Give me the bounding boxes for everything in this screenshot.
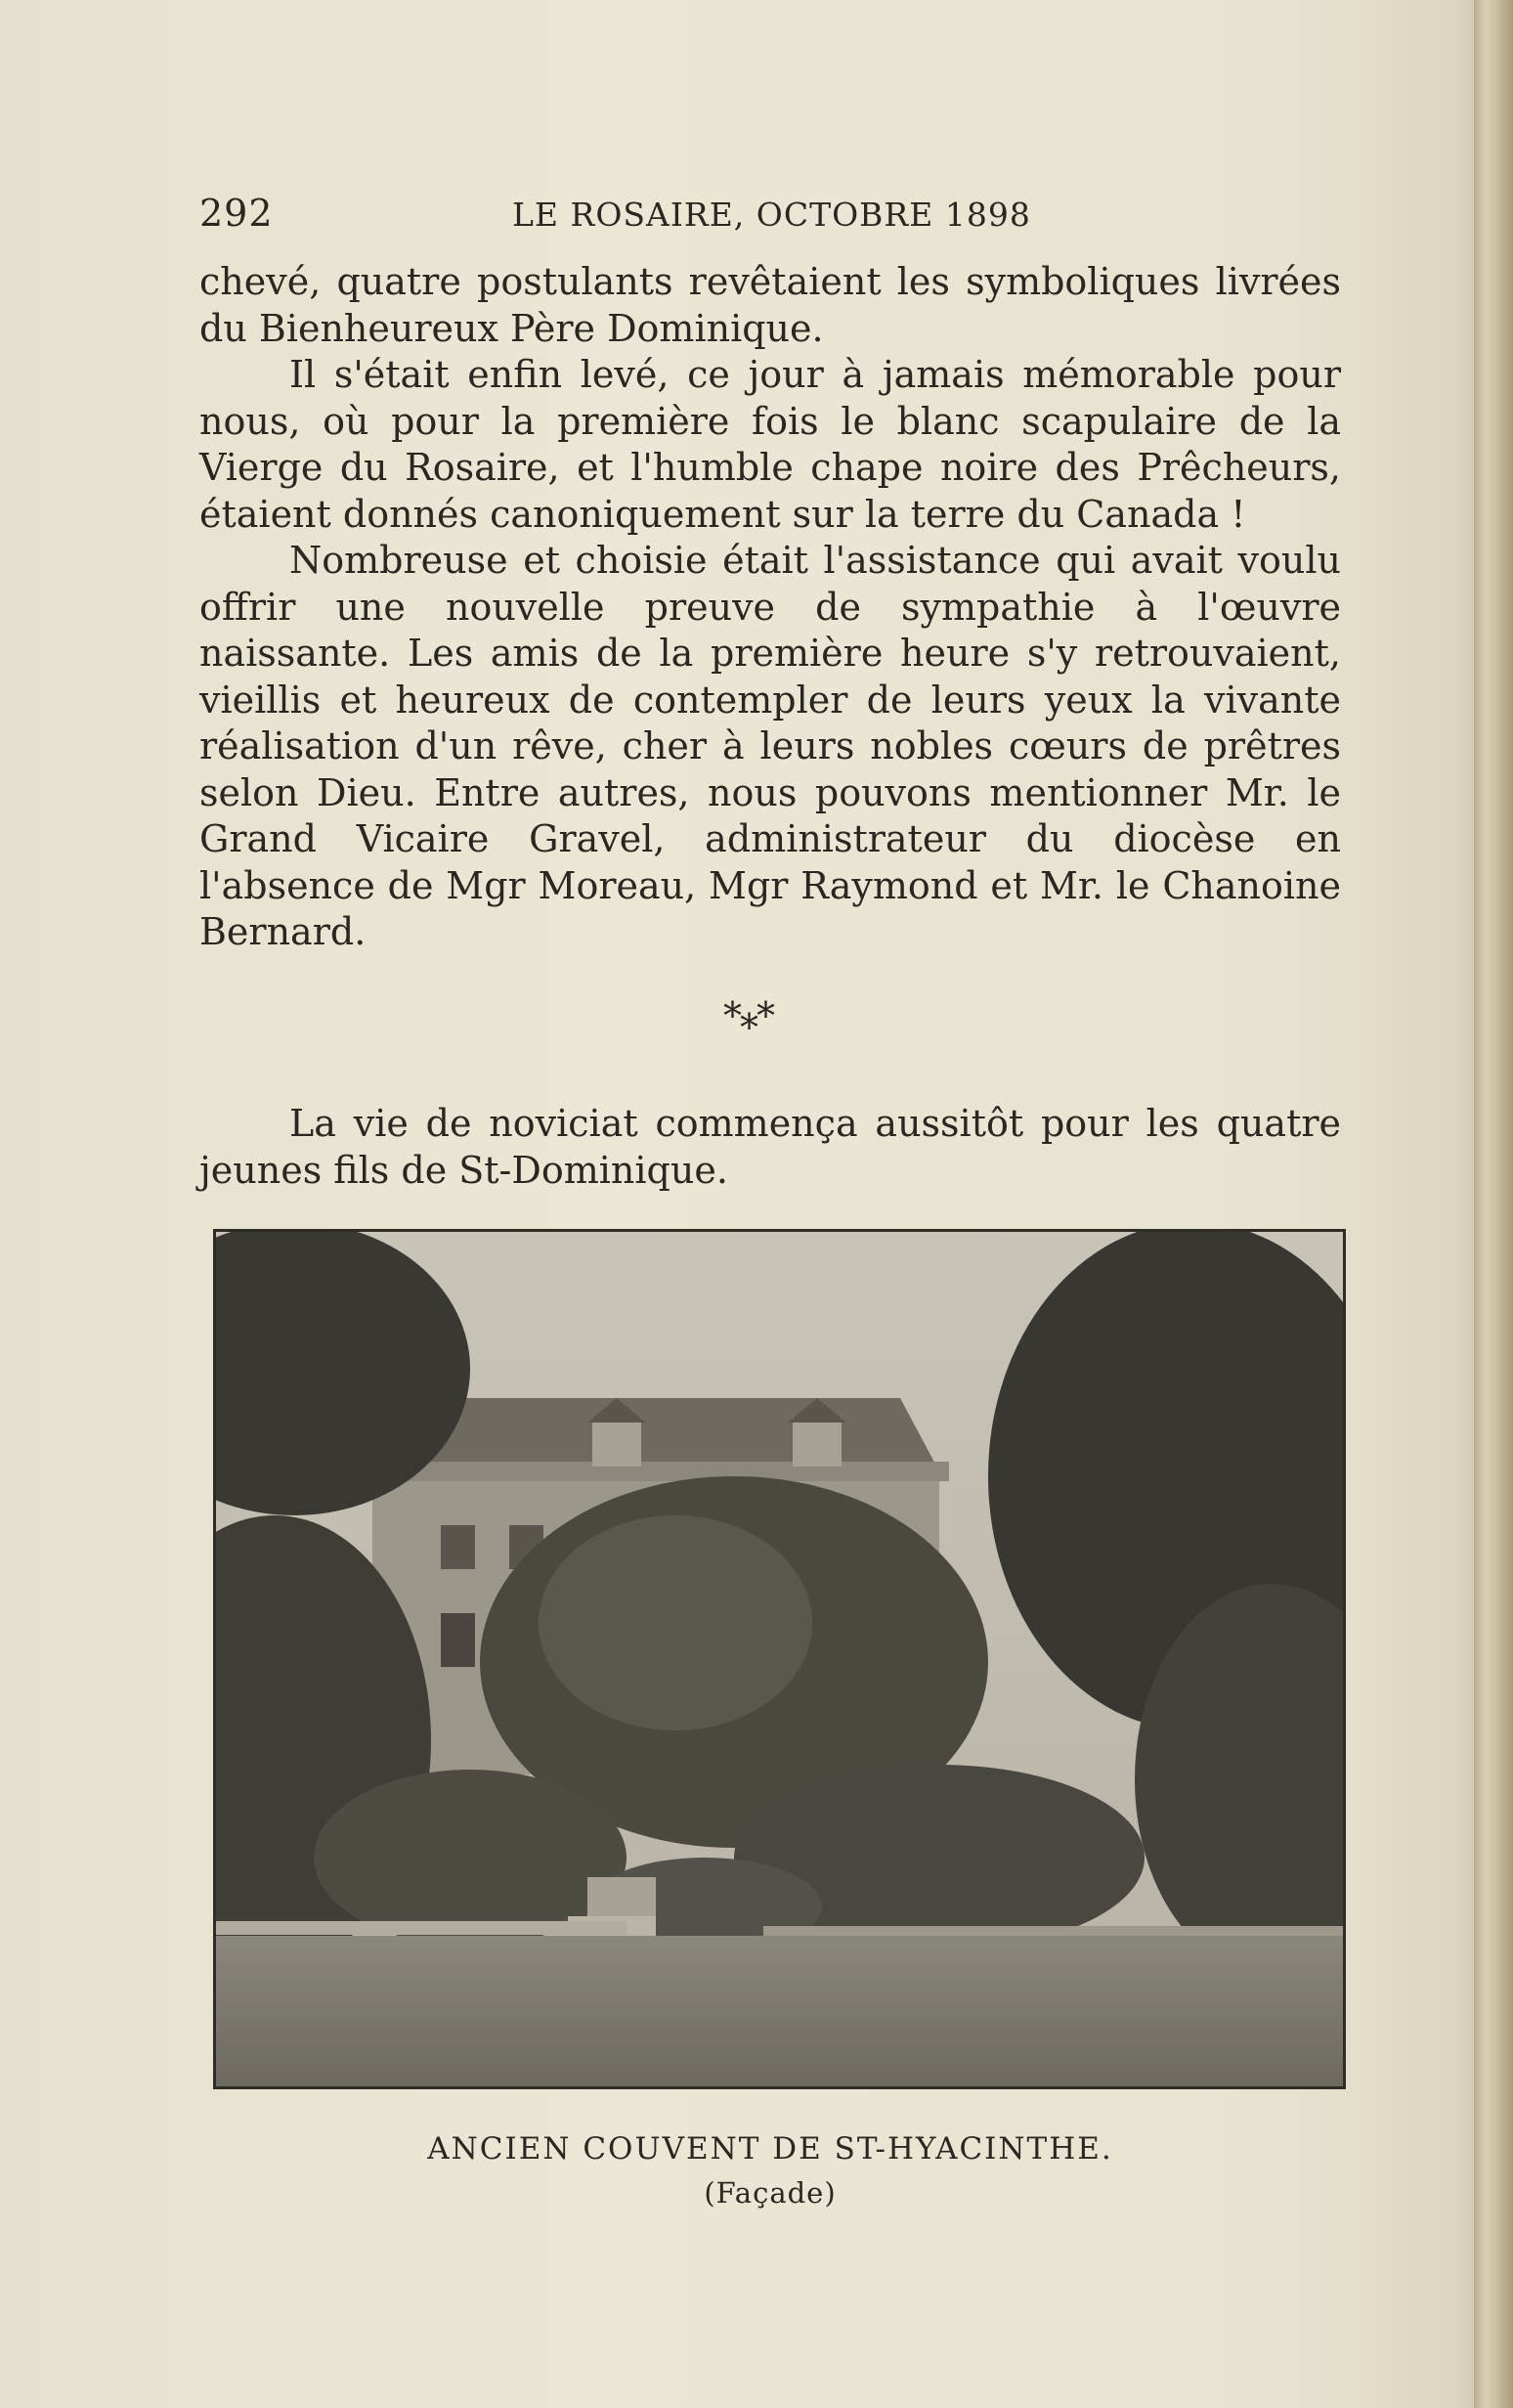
section-separator: *⁎* [723, 994, 773, 1037]
paragraph-4: La vie de noviciat commença aussitôt pour les quatre jeunes fils de St-Dominique. [199, 1102, 1341, 1192]
paragraph-3: Nombreuse et choisie était l'assistance qui avait voulu offrir une nouvelle preuve de sympathie à l'œuvre naissante. Les amis de la première heure s'y retrouvaient, vieillis et heureux de contempler de leurs yeux la vivante réalisation d'un rêve, cher à leurs nobles cœurs de prêtres selon Dieu. Entre autres, nous pouvons mentionner Mr. le Grand Vicaire Gravel, administrateur du diocèse en l'absence de Mgr Moreau, Mgr Raymond et Mr. le Chanoine Bernard. [199, 539, 1341, 953]
paragraph-2: Il s'était enfin levé, ce jour à jamais mémorable pour nous, où pour la première fois le blanc scapulaire de la Vierge du Rosaire, et l'humble chape noire des Prêcheurs, étaient donnés canoniquement sur la terre du Canada ! [199, 353, 1341, 536]
running-title: LE ROSAIRE, OCTOBRE 1898 [512, 196, 1031, 234]
page-edge [1474, 0, 1513, 2408]
page-number: 292 [199, 192, 274, 235]
page-header [199, 192, 1050, 241]
convent-photograph [213, 1229, 1346, 2089]
paragraph-1: chevé, quatre postulants revêtaient les symboliques livrées du Bienheureux Père Dominique. [199, 260, 1341, 350]
body-text [199, 259, 1341, 956]
figure-caption: ANCIEN COUVENT DE ST-HYACINTHE. [427, 2131, 1113, 2167]
body-text-2 [199, 1064, 1341, 1231]
figure-subcaption: (Façade) [704, 2176, 837, 2210]
